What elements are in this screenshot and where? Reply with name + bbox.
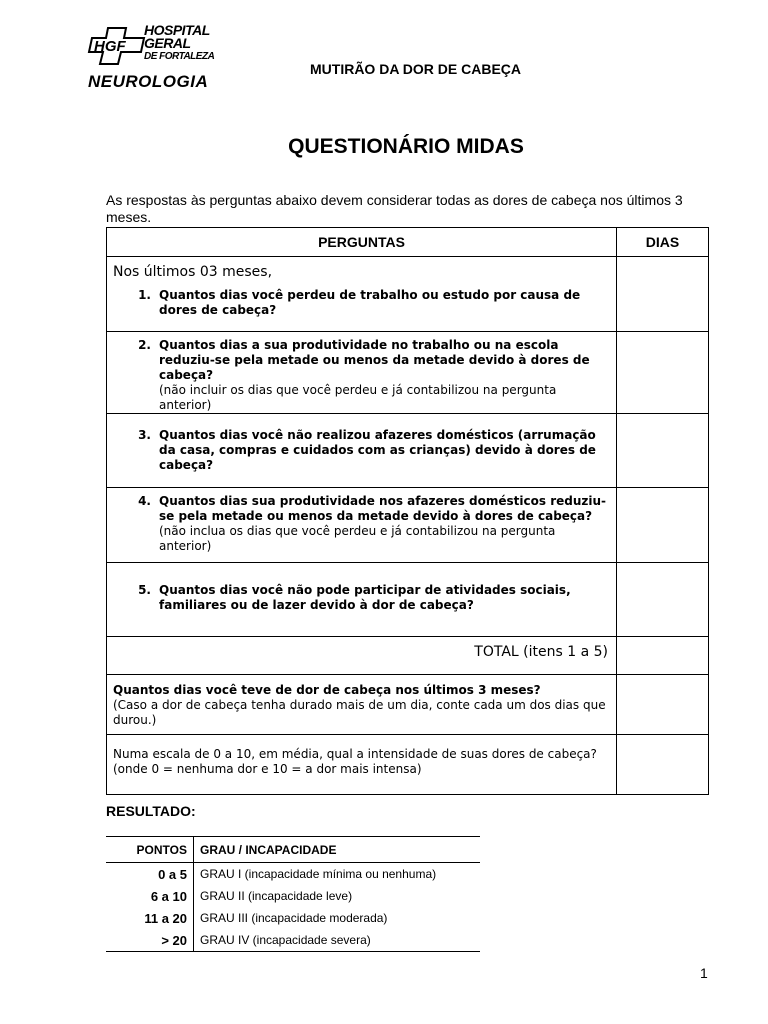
question-2: 2. Quantos dias a sua produtividade no trabalho ou na escola reduziu-se pela metade ou menos da metade devido à dores de cabeça? (não incluir os dias que você perdeu e já contabilizou na pergunta anterior) <box>138 338 590 412</box>
intro-text: As respostas às perguntas abaixo devem considerar todas as dores de cabeça nos últimos 3 meses. <box>106 192 683 225</box>
days-answer-cell-4[interactable] <box>617 488 709 563</box>
header-title: MUTIRÃO DA DOR DE CABEÇA <box>310 61 522 77</box>
headache-days-question: Quantos dias você teve de dor de cabeça nos últimos 3 meses? (Caso a dor de cabeça tenha durado mais de um dia, conte cada um dos dias que durou.) <box>113 683 606 727</box>
total-days-cell[interactable] <box>617 637 709 675</box>
pain-intensity-question: Numa escala de 0 a 10, em média, qual a intensidade de suas dores de cabeça? (onde 0 = nenhuma dor e 10 = a dor mais intensa) <box>113 747 597 776</box>
question-4: 4. Quantos dias sua produtividade nos afazeres domésticos reduziu-se pela metade ou menos da metade devido à dores de cabeça? (não inclua os dias que você perdeu e já contabilizou na pergunta anterior) <box>138 494 607 553</box>
column-header-grade: GRAU / INCAPACIDADE <box>194 837 481 863</box>
result-grade: GRAU III (incapacidade moderada) <box>200 911 388 925</box>
result-points: > 20 <box>106 929 194 952</box>
days-answer-cell-3[interactable] <box>617 414 709 488</box>
column-header-days: DIAS <box>617 228 709 257</box>
headache-days-cell[interactable] <box>617 675 709 735</box>
hospital-logo <box>86 22 236 94</box>
result-points: 0 a 5 <box>106 863 194 886</box>
svg-text:HGF: HGF <box>94 38 126 55</box>
question-2-note: (não incluir os dias que você perdeu e já contabilizou na pergunta anterior) <box>159 383 557 412</box>
result-grade: GRAU II (incapacidade leve) <box>200 889 353 903</box>
pain-intensity-cell[interactable] <box>617 735 709 795</box>
department-name: NEUROLOGIA <box>88 72 209 91</box>
days-answer-cell-1[interactable] <box>617 257 709 332</box>
result-table <box>106 836 480 952</box>
page-number: 1 <box>700 965 708 981</box>
days-answer-cell-5[interactable] <box>617 563 709 637</box>
question-4-note: (não inclua os dias que você perdeu e já contabilizou na pergunta anterior) <box>159 524 556 553</box>
question-3: 3. Quantos dias você não realizou afazeres domésticos (arrumação da casa, compras e cuidados com as crianças) devido à dores de cabeça? <box>138 428 596 472</box>
result-points: 6 a 10 <box>106 885 194 907</box>
question-5: 5. Quantos dias você não pode participar de atividades sociais, familiares ou de lazer devido à dor de cabeça? <box>138 583 571 612</box>
column-header-points: PONTOS <box>106 837 194 863</box>
questions-lead: Nos últimos 03 meses, <box>113 264 273 280</box>
result-heading: RESULTADO: <box>106 803 196 819</box>
hospital-name: HOSPITAL GERAL DE FORTALEZA <box>144 22 215 62</box>
questionnaire-table <box>106 227 709 795</box>
days-answer-cell-2[interactable] <box>617 332 709 414</box>
hospital-cross-logo-icon <box>86 26 150 66</box>
page-title: QUESTIONÁRIO MIDAS <box>288 135 524 158</box>
result-grade: GRAU IV (incapacidade severa) <box>194 929 481 952</box>
total-label: TOTAL (itens 1 a 5) <box>474 644 608 660</box>
question-1: 1. Quantos dias você perdeu de trabalho ou estudo por causa de dores de cabeça? <box>138 288 581 317</box>
result-points: 11 a 20 <box>106 907 194 929</box>
result-grade: GRAU I (incapacidade mínima ou nenhuma) <box>200 867 437 881</box>
column-header-questions: PERGUNTAS <box>107 228 617 257</box>
